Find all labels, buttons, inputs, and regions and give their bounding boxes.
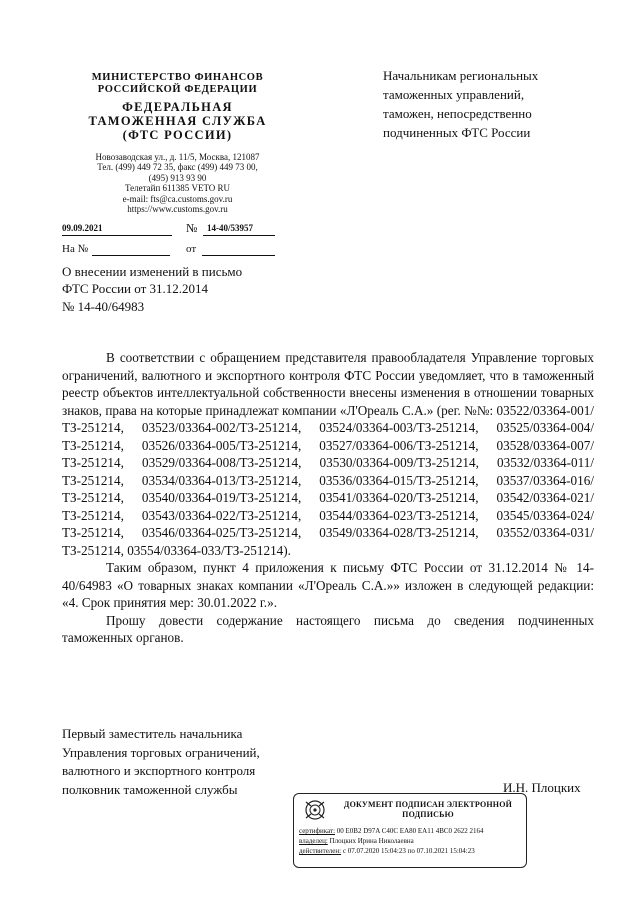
ministry-line-1: МИНИСТЕРСТВО ФИНАНСОВ — [91, 72, 264, 83]
reg-number-sign: № — [186, 221, 198, 235]
service-line-3: (ФТС РОССИИ) — [122, 128, 233, 142]
service-name — [50, 100, 305, 142]
ministry-line-2: РОССИЙСКОЙ ФЕДЕРАЦИИ — [97, 84, 258, 95]
body-paragraph-1: В соответствии с обращением представителя правообладателя Управление торговых ограничений, валютного и экспортного контроля ФТС России уведомляет, что в таможенный реестр объектов интеллектуальной собственности внесены изменения в отношении товарных знаков, права на которые принадлежат компании «Л'Ореаль С.А.» (рег. №№: 03522/03364-001/ТЗ-251214, 03523/03364-002/ТЗ-251214, 03524/03364-003/ТЗ-251214, 03525/03364-004/ТЗ-251214, 03526/03364-005/ТЗ-251214, 03527/03364-006/ТЗ-251214, 03528/03364-007/ТЗ-251214, 03529/03364-008/ТЗ-251214, 03530/03364-009/ТЗ-251214, 03532/03364-011/ТЗ-251214, 03534/03364-013/ТЗ-251214, 03536/03364-015/ТЗ-251214, 03537/03364-016/ТЗ-251214, 03540/03364-019/ТЗ-251214, 03541/03364-020/ТЗ-251214, 03542/03364-021/ТЗ-251214, 03543/03364-022/ТЗ-251214, 03544/03364-023/ТЗ-251214, 03545/03364-024/ТЗ-251214, 03546/03364-025/ТЗ-251214, 03549/03364-028/ТЗ-251214, 03552/03364-031/ТЗ-251214, 03554/03364-033/ТЗ-251214). — [62, 350, 594, 558]
stamp-valid-value: с 07.07.2020 15:04:23 по 07.10.2021 15:04:23 — [342, 847, 475, 855]
reg-from-field — [186, 243, 296, 255]
signer-position-line-1: Первый заместитель начальника — [62, 726, 243, 741]
contact-phone: Тел. (499) 449 72 35, факс (499) 449 73 00, — [97, 162, 258, 173]
signer-position — [62, 725, 362, 799]
contact-block — [50, 152, 305, 214]
stamp-owner-label: владелец: — [299, 837, 328, 845]
e-signature-stamp — [293, 793, 527, 868]
ministry-name — [50, 72, 305, 96]
signer-position-line-2: Управления торговых ограничений, — [62, 744, 260, 760]
signer-position-line-4: полковник таможенной службы — [62, 781, 238, 797]
body-paragraph-2: Таким образом, пункт 4 приложения к письму ФТС России от 31.12.2014 № 14-40/64983 «О товарных знаках компании «Л'Ореаль С.А.»» изложен в следующей редакции: «4. Срок принятия мер: 30.01.2022 г.». — [62, 560, 594, 610]
addressee — [383, 66, 613, 142]
subject — [62, 263, 322, 315]
reg-ref-underline — [92, 255, 170, 256]
stamp-owner-row — [299, 836, 523, 846]
stamp-valid-label: действителен: — [299, 847, 342, 855]
contact-address: Новозаводская ул., д. 11/5, Москва, 121087 — [95, 152, 260, 162]
stamp-details — [299, 826, 523, 856]
stamp-owner-value: Плоцких Ирина Николаевна — [329, 837, 414, 845]
addressee-line-1: Начальникам региональных — [383, 68, 539, 83]
service-line-1: ФЕДЕРАЛЬНАЯ — [122, 100, 233, 114]
stamp-cert-value: 00 E0B2 D97A C40C EA80 EA11 4BC0 2622 2164 — [336, 827, 484, 835]
stamp-cert-row — [299, 826, 523, 836]
signer-position-line-3: валютного и экспортного контроля — [62, 763, 256, 778]
addressee-line-3: таможен, непосредственно — [383, 106, 532, 121]
subject-line-1: О внесении изменений в письмо — [62, 264, 243, 279]
service-line-2: ТАМОЖЕННАЯ СЛУЖБА — [88, 114, 267, 128]
signer-name: И.Н. Плоцких — [503, 780, 581, 795]
contact-website: https://www.customs.gov.ru — [127, 204, 228, 215]
reg-ref-field — [62, 243, 182, 255]
contact-phone-2: (495) 913 93 90 — [148, 172, 207, 183]
reg-ref-label: На № — [62, 243, 89, 255]
subject-line-2: ФТС России от 31.12.2014 — [62, 281, 209, 297]
reg-number: 14-40/53957 — [207, 223, 253, 233]
body-paragraph-3: Прошу довести содержание настоящего письма до сведения подчиненных таможенных органов. — [62, 612, 594, 645]
letter-body — [62, 349, 594, 647]
contact-email: e-mail: fts@ca.customs.gov.ru — [122, 193, 233, 204]
reg-from-label: от — [186, 243, 197, 255]
addressee-line-2: таможенных управлений, — [383, 87, 525, 102]
addressee-line-4: подчиненных ФТС России — [383, 125, 531, 140]
subject-line-3: № 14-40/64983 — [62, 298, 145, 314]
reg-from-underline — [202, 255, 275, 256]
contact-teletype: Телетайп 611385 VETO RU — [124, 183, 231, 194]
seal-icon — [302, 798, 328, 822]
stamp-cert-label: сертификат: — [299, 827, 336, 835]
stamp-valid-row — [299, 846, 523, 856]
reg-date: 09.09.2021 — [62, 223, 103, 233]
stamp-title: ДОКУМЕНТ ПОДПИСАН ЭЛЕКТРОННОЙ ПОДПИСЬЮ — [343, 800, 513, 819]
